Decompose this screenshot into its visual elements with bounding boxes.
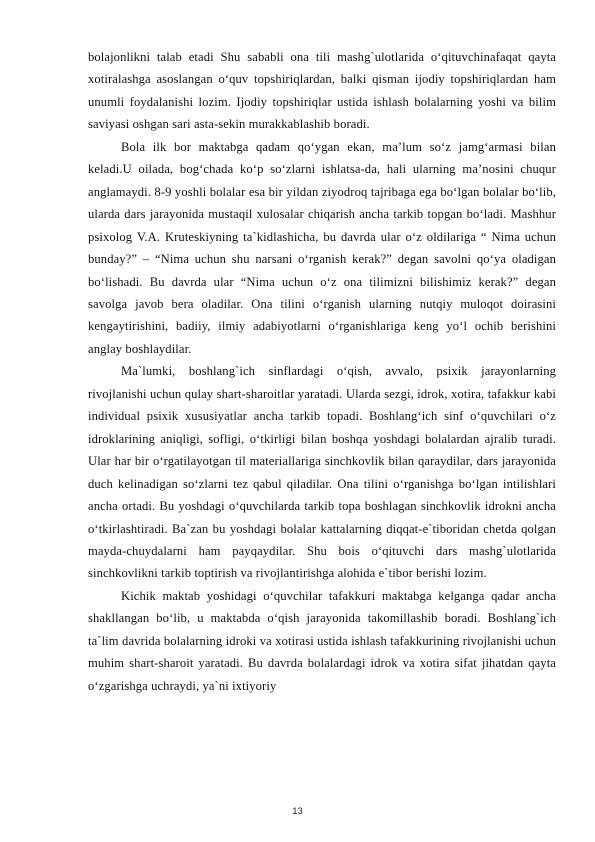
paragraph-1: bolajonlikni talab etadi Shu sababli ona tili mashg`ulotlarida o‘qituvchinafaqat qayta xotiralashga asoslangan o‘quv topshiriqlardan, balki qisman ijodiy topshiriqlardan ham unumli foydalanishi lozim. Ijodiy topshiriqlar ustida ishlash bolalarning yoshi va bilim saviyasi oshgan sari asta-sekin murakkablashib boradi. — [88, 50, 556, 132]
paragraph-3: Ma`lumki, boshlang`ich sinflardagi o‘qish, avvalo, psixik jarayonlarning rivojlanishi uchun qulay shart-sharoitlar yaratadi. Ularda sezgi, idrok, xotira, tafakkur kabi individual psixik xususiyatlar ancha tarkib topadi. Boshlang‘ich sinf o‘quvchilari o‘z idroklarining aniqligi, sofligi, o‘tkirligi bilan boshqa yoshdagi bolalardan ajralib turadi. Ular har bir o‘rgatilayotgan til materiallariga sinchkovlik bilan qaraydilar, dars jarayonida duch kelinadigan so‘zlarni tez qabul qiladilar. Ona tilini o‘rganishga bo‘lgan intilishlari ancha ortadi. Bu yoshdagi o‘quvchilarda tarkib topa boshlagan sinchkovlik idrokni ancha o‘tkirlashtiradi. Ba`zan bu yoshdagi bolalar kattalarning diqqat-e`tiboridan chetda qolgan mayda-chuydalarni ham payqaydilar. Shu bois o‘qituvchi dars mashg`ulotlarida sinchkovlikni tarkib toptirish va rivojlantirishga alohida e`tibor berishi lozim. — [88, 364, 556, 581]
body-text — [88, 46, 556, 697]
paragraph-4: Kichik maktab yoshidagi o‘quvchilar tafakkuri maktabga kelganga qadar ancha shakllangan bo‘lib, u maktabda o‘qish jarayonida takomillashib boradi. Boshlang`ich ta`lim davrida bolalarning idroki va xotirasi ustida ishlash tafakkurining rivojlanishi uchun muhim shart-sharoit yaratadi. Bu davrda bolalardagi idrok va xotira sifat jihatdan qayta o‘zgarishga uchraydi, ya`ni ixtiyoriy — [88, 588, 556, 693]
page-number: 13 — [292, 806, 303, 817]
paragraph-2: Bola ilk bor maktabga qadam qo‘ygan ekan, ma’lum so‘z jamg‘armasi bilan keladi.U oilada, bog‘chada ko‘p so‘zlarni ishlatsa-da, hali ularning ma’nosini chuqur anglamaydi. 8-9 yoshli bolalar esa bir yildan ziyodroq tajribaga ega bo‘lgan bolalar bo‘lib, ularda dars jarayonida mustaqil xulosalar chiqarish ancha tarkib topgan bo‘ladi. Mashhur psixolog V.A. Kruteskiyning ta`kidlashicha, bu davrda ular o‘z oldilariga “ Nima uchun bunday?” – “Nima uchun shu narsani o‘rganish kerak?” degan savolni qo‘ya oladigan bo‘lishadi. Bu davrda ular “Nima uchun o‘z ona tilimizni bilishimiz kerak?” degan savolga javob bera oladilar. Ona tilini o‘rganish ularning nutqiy muloqot doirasini kengaytirishini, badiiy, ilmiy adabiyotlarni o‘rganishlariga keng yo‘l ochib berishini anglay boshlaydilar. — [88, 139, 556, 356]
